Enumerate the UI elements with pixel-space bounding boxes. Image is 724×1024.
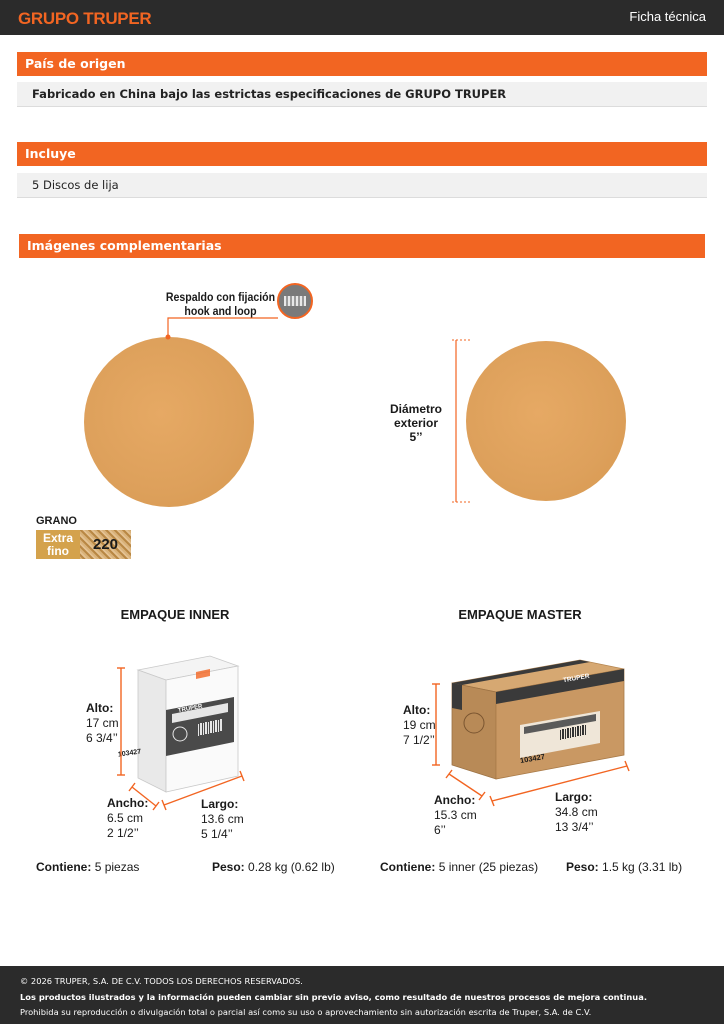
inner-contents-value: 5 piezas [94,860,140,874]
inner-weight-label: Peso: [212,860,245,874]
master-length-cm: 34.8 cm [555,805,598,819]
master-width-in: 6’’ [434,823,446,837]
includes-text: 5 Discos de lija [17,173,707,198]
inner-title: EMPAQUE INNER [120,607,230,622]
inner-contents-label: Contiene: [36,860,92,874]
master-weight-label: Peso: [566,860,599,874]
inner-height-in: 6 3/4’’ [86,731,118,745]
inner-length-in: 5 1/4’’ [201,827,233,841]
footer-copyright: © 2026 TRUPER, S.A. DE C.V. TODOS LOS DERECHOS RESERVADOS. [20,976,303,986]
inner-contents [36,860,139,874]
inner-weight-value: 0.28 kg (0.62 lb) [248,860,335,874]
grit-class-line-1: Extra [42,531,74,545]
diameter-line-1: Diámetro [389,402,442,416]
master-width-cm: 15.3 cm [434,808,477,822]
master-box-brand: TRUPER [562,672,591,685]
grit-value: 220 [80,530,131,559]
document-type: Ficha técnica [629,9,706,24]
includes-header: Incluye [17,142,707,166]
master-box-code: 103427 [519,751,546,766]
master-height-in: 7 1/2’’ [403,733,435,747]
grit-class-line-2: fino [47,544,69,558]
master-contents-value: 5 inner (25 piezas) [438,860,539,874]
diameter-line-3: 5’’ [409,430,423,444]
origin-header: País de origen [17,52,707,76]
grit-title: GRANO [36,515,77,527]
callout-line-2: hook and loop [184,304,257,318]
inner-box-code: 103427 [117,748,142,759]
master-length-in: 13 3/4’’ [555,820,594,834]
master-contents [380,860,538,874]
footer-prohibition: Prohibida su reproducción o divulgación total o parcial así como su uso o aprovechamiento sin autorización escrita de Truper, S.A. de C.V. [20,1007,592,1017]
origin-text: Fabricado en China bajo las estrictas especificaciones de GRUPO TRUPER [17,82,707,107]
diameter-line-2: exterior [393,416,439,430]
inner-width-in: 2 1/2’’ [107,826,139,840]
footer-notice: Los productos ilustrados y la información pueden cambiar sin previo aviso, como resultado de nuestros procesos de mejora continua. [20,991,647,1002]
master-length-label: Largo: [555,790,593,804]
master-height-cm: 19 cm [403,718,436,732]
master-weight-value: 1.5 kg (3.31 lb) [602,860,683,874]
master-width-label: Ancho: [434,793,476,807]
inner-height-label: Alto: [86,701,114,715]
inner-width-cm: 6.5 cm [107,811,144,825]
master-title: EMPAQUE MASTER [458,607,582,622]
inner-width-label: Ancho: [107,796,149,810]
footer [0,966,724,1024]
master-contents-label: Contiene: [380,860,436,874]
brand-logo: GRUPO TRUPER [18,9,152,28]
master-weight [566,860,682,874]
master-height-label: Alto: [403,703,431,717]
inner-box-brand: TRUPER [177,703,204,715]
inner-length-label: Largo: [201,797,239,811]
inner-weight [212,860,335,874]
inner-length-cm: 13.6 cm [201,812,244,826]
images-header: Imágenes complementarias [19,234,705,258]
callout-line-1: Respaldo con fijación [165,290,276,304]
inner-height-cm: 17 cm [86,716,119,730]
